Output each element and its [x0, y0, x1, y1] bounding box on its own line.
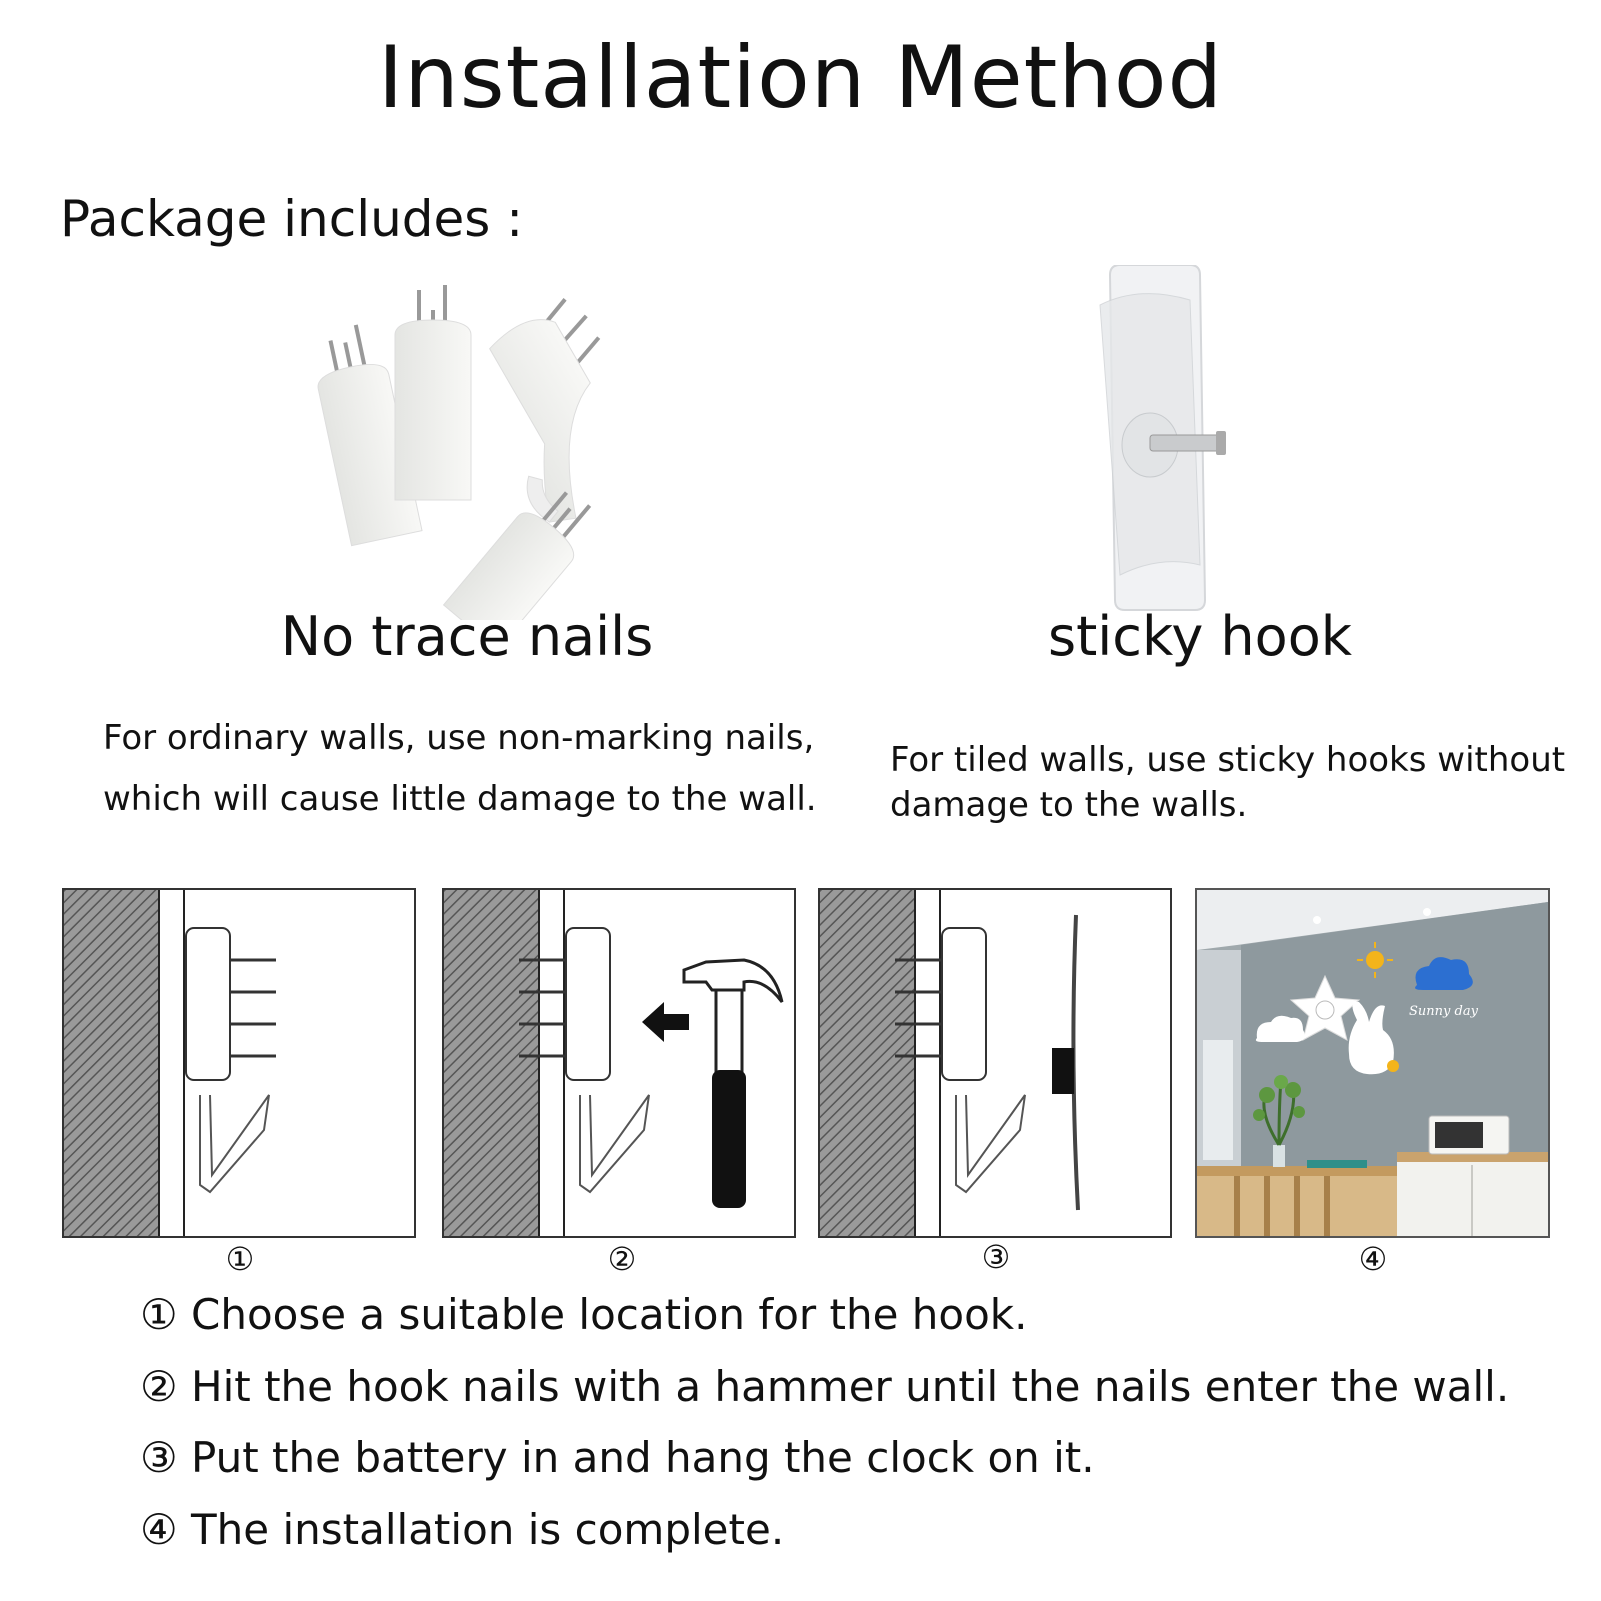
step-text: Hit the hook nails with a hammer until the nails enter the wall. [191, 1362, 1510, 1411]
panel-marker-4: ④ [1358, 1240, 1388, 1278]
package-includes-label: Package includes : [60, 190, 524, 248]
step-2-instruction [140, 1362, 1509, 1411]
product-name-nails: No trace nails [280, 605, 654, 668]
step-4-instruction [140, 1505, 784, 1554]
panel-marker-1: ① [225, 1240, 255, 1278]
panel-marker-2: ② [607, 1240, 637, 1278]
step-marker: ④ [140, 1505, 178, 1554]
no-trace-nails-image [290, 280, 690, 620]
clock-side-icon [1073, 915, 1078, 1210]
sunny-day-sign: Sunny day [1409, 1004, 1478, 1019]
description-line: which will cause little damage to the wall. [103, 779, 817, 819]
product-description-sticky-hook [890, 738, 1565, 828]
step-text: Choose a suitable location for the hook. [191, 1290, 1028, 1339]
description-line: For tiled walls, use sticky hooks without [890, 740, 1566, 780]
step-1-instruction [140, 1290, 1027, 1339]
step-3-instruction [140, 1433, 1095, 1482]
description-line: For ordinary walls, use non-marking nails, [103, 718, 815, 758]
step-4-room-photo [1195, 888, 1550, 1238]
step-1-panel [62, 888, 416, 1238]
product-name-sticky-hook: sticky hook [1047, 605, 1353, 668]
step-marker: ① [140, 1290, 178, 1339]
step-2-panel [442, 888, 796, 1238]
hammer-icon [684, 960, 782, 1208]
product-description-nails [103, 708, 817, 830]
sticky-hook-image [1080, 265, 1280, 625]
arrow-left-icon [642, 1002, 689, 1042]
step-text: The installation is complete. [191, 1505, 785, 1554]
battery-box-icon [1052, 1048, 1074, 1094]
step-3-panel [818, 888, 1172, 1238]
description-line: damage to the walls. [890, 785, 1248, 825]
step-marker: ③ [140, 1433, 178, 1482]
step-marker: ② [140, 1362, 178, 1411]
page-title: Installation Method [377, 28, 1224, 128]
step-text: Put the battery in and hang the clock on it. [191, 1433, 1095, 1482]
panel-marker-3: ③ [981, 1238, 1011, 1276]
